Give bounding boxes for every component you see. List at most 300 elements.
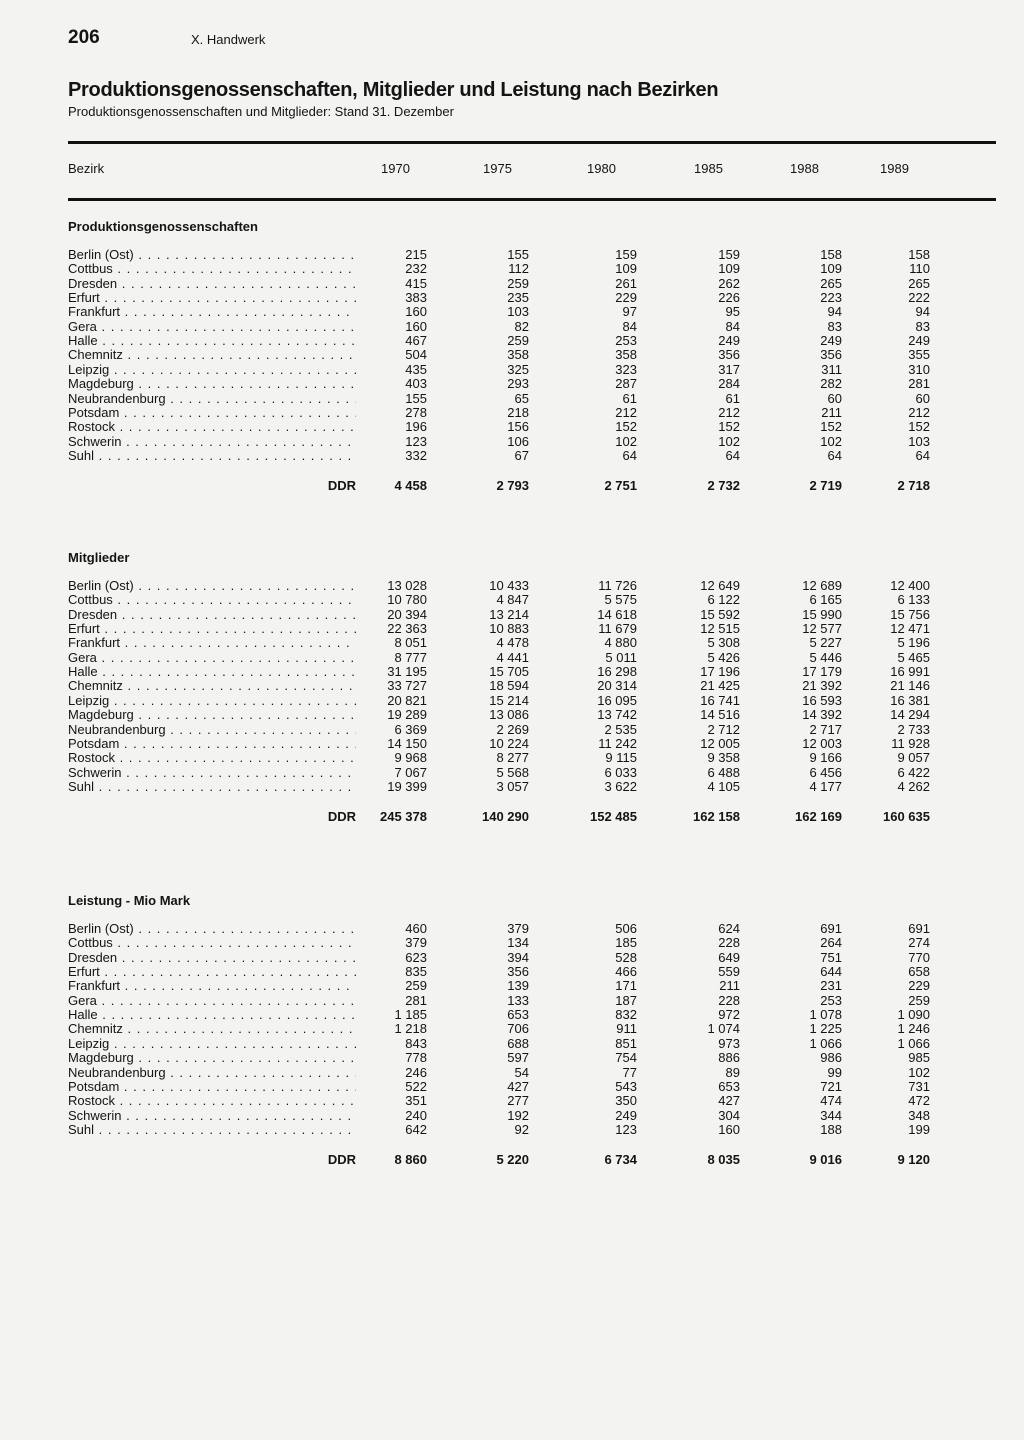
cell-value: 12 577	[802, 621, 842, 637]
cell-value: 12 689	[802, 578, 842, 593]
section-title: Mitglieder	[68, 550, 130, 565]
cell-value: 706	[507, 1021, 529, 1037]
cell-value: 6 456	[809, 764, 842, 780]
cell-value: 152	[908, 419, 930, 435]
total-value: 140 290	[482, 809, 529, 824]
table-row	[0, 694, 1024, 708]
cell-value: 2 712	[707, 721, 740, 737]
cell-value: 159	[615, 247, 637, 262]
cell-value: 134	[507, 935, 529, 951]
section-title: Leistung - Mio Mark	[68, 893, 191, 908]
cell-value: 13 214	[489, 606, 529, 622]
cell-value: 262	[718, 275, 740, 291]
cell-value: 12 003	[802, 735, 842, 751]
cell-value: 751	[820, 949, 842, 965]
cell-value: 160	[405, 304, 427, 320]
total-value: 162 169	[795, 809, 842, 824]
row-label: Potsdam . . .	[68, 1080, 356, 1094]
row-label: Rostock . . .	[68, 751, 356, 765]
cell-value: 379	[405, 935, 427, 951]
row-label: Berlin (Ost) . . .	[68, 922, 356, 936]
cell-value: 61	[725, 390, 740, 406]
cell-value: 691	[820, 921, 842, 936]
table-row	[0, 608, 1024, 622]
total-value: 8 860	[394, 1152, 427, 1167]
cell-value: 192	[507, 1107, 529, 1123]
cell-value: 109	[718, 261, 740, 277]
cell-value: 20 394	[387, 606, 427, 622]
cell-value: 265	[820, 275, 842, 291]
cell-value: 89	[725, 1064, 740, 1080]
cell-value: 770	[908, 949, 930, 965]
table-row	[0, 449, 1024, 463]
row-label: Erfurt . . .	[68, 291, 356, 305]
cell-value: 986	[820, 1050, 842, 1066]
cell-value: 12 005	[700, 735, 740, 751]
row-label: Frankfurt . . .	[68, 305, 356, 319]
cell-value: 218	[507, 404, 529, 420]
cell-value: 778	[405, 1050, 427, 1066]
row-label: Schwerin . . .	[68, 766, 356, 780]
cell-value: 658	[908, 964, 930, 980]
cell-value: 2 269	[496, 721, 529, 737]
cell-value: 84	[725, 318, 740, 334]
table-row	[0, 593, 1024, 607]
cell-value: 9 057	[897, 750, 930, 766]
cell-value: 10 883	[489, 621, 529, 637]
cell-value: 139	[507, 978, 529, 994]
cell-value: 133	[507, 992, 529, 1008]
cell-value: 253	[820, 992, 842, 1008]
row-label: Dresden . . .	[68, 277, 356, 291]
table-row	[0, 622, 1024, 636]
cell-value: 22 363	[387, 621, 427, 637]
row-label: Chemnitz . . .	[68, 348, 356, 362]
row-label: Cottbus . . .	[68, 262, 356, 276]
table-row	[0, 334, 1024, 348]
table-row	[0, 348, 1024, 362]
cell-value: 158	[908, 247, 930, 262]
row-label: Rostock . . .	[68, 1094, 356, 1108]
cell-value: 350	[615, 1093, 637, 1109]
total-value: 160 635	[883, 809, 930, 824]
cell-value: 82	[514, 318, 529, 334]
cell-value: 156	[507, 419, 529, 435]
cell-value: 95	[725, 304, 740, 320]
cell-value: 152	[718, 419, 740, 435]
cell-value: 16 991	[890, 664, 930, 680]
cell-value: 83	[915, 318, 930, 334]
cell-value: 19 289	[387, 707, 427, 723]
table-row	[0, 936, 1024, 950]
row-label: Frankfurt . . .	[68, 979, 356, 993]
table-row	[0, 363, 1024, 377]
table-top-rule	[68, 141, 996, 144]
cell-value: 16 298	[597, 664, 637, 680]
total-value: 2 751	[604, 478, 637, 493]
row-label: Berlin (Ost) . . .	[68, 579, 356, 593]
cell-value: 2 733	[897, 721, 930, 737]
total-value: 8 035	[707, 1152, 740, 1167]
cell-value: 102	[908, 1064, 930, 1080]
cell-value: 17 179	[802, 664, 842, 680]
cell-value: 522	[405, 1078, 427, 1094]
cell-value: 731	[908, 1078, 930, 1094]
table-row	[0, 1037, 1024, 1051]
cell-value: 196	[405, 419, 427, 435]
cell-value: 21 146	[890, 678, 930, 694]
table-row	[0, 320, 1024, 334]
cell-value: 4 847	[496, 592, 529, 608]
row-label: Halle . . .	[68, 334, 356, 348]
cell-value: 467	[405, 333, 427, 349]
cell-value: 323	[615, 361, 637, 377]
table-row	[0, 679, 1024, 693]
cell-value: 466	[615, 964, 637, 980]
row-label: Erfurt . . .	[68, 965, 356, 979]
cell-value: 264	[820, 935, 842, 951]
cell-value: 13 086	[489, 707, 529, 723]
cell-value: 259	[908, 992, 930, 1008]
cell-value: 5 568	[496, 764, 529, 780]
cell-value: 249	[908, 333, 930, 349]
cell-value: 4 441	[496, 649, 529, 665]
cell-value: 649	[718, 949, 740, 965]
cell-value: 2 535	[604, 721, 637, 737]
cell-value: 310	[908, 361, 930, 377]
cell-value: 851	[615, 1035, 637, 1051]
cell-value: 843	[405, 1035, 427, 1051]
table-row	[0, 579, 1024, 593]
cell-value: 112	[508, 261, 529, 277]
cell-value: 281	[908, 376, 930, 392]
table-row	[0, 723, 1024, 737]
table-header-rule	[68, 198, 996, 201]
cell-value: 506	[615, 921, 637, 936]
cell-value: 379	[507, 921, 529, 936]
cell-value: 1 218	[394, 1021, 427, 1037]
cell-value: 240	[405, 1107, 427, 1123]
column-header-1988: 1988	[790, 161, 819, 176]
page-number: 206	[68, 27, 100, 48]
cell-value: 6 422	[897, 764, 930, 780]
cell-value: 187	[615, 992, 637, 1008]
cell-value: 199	[908, 1121, 930, 1137]
cell-value: 64	[622, 447, 637, 463]
total-value: 2 718	[897, 478, 930, 493]
column-header-1970: 1970	[381, 161, 410, 176]
cell-value: 358	[507, 347, 529, 363]
cell-value: 14 294	[890, 707, 930, 723]
cell-value: 21 425	[700, 678, 740, 694]
row-label: Neubrandenburg . . .	[68, 1066, 356, 1080]
table-row	[0, 1008, 1024, 1022]
cell-value: 64	[725, 447, 740, 463]
cell-value: 155	[507, 247, 529, 262]
cell-value: 528	[615, 949, 637, 965]
total-value: 6 734	[604, 1152, 637, 1167]
cell-value: 65	[514, 390, 529, 406]
cell-value: 282	[820, 376, 842, 392]
cell-value: 15 705	[489, 664, 529, 680]
cell-value: 103	[908, 433, 930, 449]
cell-value: 4 105	[707, 778, 740, 794]
cell-value: 211	[821, 404, 842, 420]
table-header	[0, 161, 1024, 179]
cell-value: 64	[827, 447, 842, 463]
cell-value: 54	[514, 1064, 529, 1080]
cell-value: 171	[615, 978, 637, 994]
total-row-ddr	[0, 478, 1024, 494]
row-label: Halle . . .	[68, 1008, 356, 1022]
table-row	[0, 435, 1024, 449]
cell-value: 185	[615, 935, 637, 951]
cell-value: 4 880	[604, 635, 637, 651]
cell-value: 152	[820, 419, 842, 435]
row-label: Gera . . .	[68, 994, 356, 1008]
cell-value: 102	[718, 433, 740, 449]
cell-value: 14 618	[597, 606, 637, 622]
cell-value: 5 575	[604, 592, 637, 608]
cell-value: 1 090	[897, 1007, 930, 1023]
cell-value: 10 224	[489, 735, 529, 751]
total-value: 2 793	[496, 478, 529, 493]
cell-value: 97	[622, 304, 637, 320]
cell-value: 14 516	[700, 707, 740, 723]
cell-value: 754	[615, 1050, 637, 1066]
cell-value: 215	[405, 247, 427, 262]
cell-value: 7 067	[394, 764, 427, 780]
table-row	[0, 377, 1024, 391]
column-header-1985: 1985	[694, 161, 723, 176]
cell-value: 123	[405, 433, 427, 449]
total-value: 9 120	[897, 1152, 930, 1167]
cell-value: 348	[908, 1107, 930, 1123]
cell-value: 9 166	[809, 750, 842, 766]
cell-value: 5 465	[897, 649, 930, 665]
row-label: Cottbus . . .	[68, 593, 356, 607]
cell-value: 559	[718, 964, 740, 980]
cell-value: 427	[718, 1093, 740, 1109]
row-label: Chemnitz . . .	[68, 679, 356, 693]
row-label: Magdeburg . . .	[68, 1051, 356, 1065]
cell-value: 15 592	[700, 606, 740, 622]
total-value: 152 485	[590, 809, 637, 824]
cell-value: 12 649	[700, 578, 740, 593]
cell-value: 259	[507, 333, 529, 349]
cell-value: 597	[507, 1050, 529, 1066]
cell-value: 9 358	[707, 750, 740, 766]
cell-value: 8 277	[496, 750, 529, 766]
cell-value: 13 028	[387, 578, 427, 593]
cell-value: 3 057	[496, 778, 529, 794]
column-header-1975: 1975	[483, 161, 512, 176]
cell-value: 973	[718, 1035, 740, 1051]
cell-value: 5 446	[809, 649, 842, 665]
cell-value: 16 593	[802, 692, 842, 708]
table-row	[0, 1109, 1024, 1123]
section-title: Produktionsgenossenschaften	[68, 219, 258, 234]
cell-value: 5 426	[707, 649, 740, 665]
cell-value: 67	[514, 447, 529, 463]
table-row	[0, 665, 1024, 679]
cell-value: 460	[405, 921, 427, 936]
table-row	[0, 1022, 1024, 1036]
row-label: Frankfurt . . .	[68, 636, 356, 650]
cell-value: 99	[827, 1064, 842, 1080]
table-row	[0, 737, 1024, 751]
cell-value: 60	[827, 390, 842, 406]
total-label: DDR	[327, 1152, 356, 1167]
row-label: Magdeburg . . .	[68, 377, 356, 391]
cell-value: 356	[820, 347, 842, 363]
cell-value: 721	[820, 1078, 842, 1094]
row-label: Leipzig . . .	[68, 363, 356, 377]
cell-value: 228	[718, 992, 740, 1008]
cell-value: 20 821	[387, 692, 427, 708]
total-value: 245 378	[380, 809, 427, 824]
cell-value: 231	[820, 978, 842, 994]
cell-value: 9 968	[394, 750, 427, 766]
cell-value: 6 133	[897, 592, 930, 608]
cell-value: 4 478	[496, 635, 529, 651]
cell-value: 8 777	[394, 649, 427, 665]
cell-value: 5 227	[809, 635, 842, 651]
cell-value: 6 033	[604, 764, 637, 780]
table-row	[0, 965, 1024, 979]
cell-value: 1 078	[809, 1007, 842, 1023]
total-value: 162 158	[693, 809, 740, 824]
row-label: Suhl . . .	[68, 780, 356, 794]
cell-value: 15 756	[890, 606, 930, 622]
table-row	[0, 636, 1024, 650]
total-row-ddr	[0, 809, 1024, 825]
cell-value: 415	[405, 275, 427, 291]
cell-value: 12 400	[890, 578, 930, 593]
table-row	[0, 1051, 1024, 1065]
cell-value: 383	[405, 290, 427, 306]
total-row-ddr	[0, 1152, 1024, 1168]
cell-value: 11 726	[598, 578, 637, 593]
table-row	[0, 751, 1024, 765]
table-row	[0, 766, 1024, 780]
row-label: Potsdam . . .	[68, 406, 356, 420]
cell-value: 832	[615, 1007, 637, 1023]
total-value: 9 016	[809, 1152, 842, 1167]
cell-value: 304	[718, 1107, 740, 1123]
cell-value: 356	[507, 964, 529, 980]
cell-value: 60	[915, 390, 930, 406]
cell-value: 5 011	[605, 649, 637, 665]
cell-value: 31 195	[387, 664, 427, 680]
cell-value: 274	[908, 935, 930, 951]
row-label: Gera . . .	[68, 320, 356, 334]
table-row	[0, 291, 1024, 305]
cell-value: 155	[405, 390, 427, 406]
row-label: Berlin (Ost) . . .	[68, 248, 356, 262]
cell-value: 10 780	[387, 592, 427, 608]
cell-value: 11 679	[598, 621, 637, 637]
cell-value: 152	[615, 419, 637, 435]
cell-value: 6 369	[394, 721, 427, 737]
column-header-bezirk: Bezirk	[68, 161, 105, 176]
cell-value: 287	[615, 376, 637, 392]
table-row	[0, 305, 1024, 319]
cell-value: 103	[507, 304, 529, 320]
cell-value: 109	[820, 261, 842, 277]
column-header-1980: 1980	[587, 161, 616, 176]
row-label: Suhl . . .	[68, 1123, 356, 1137]
table-row	[0, 651, 1024, 665]
cell-value: 6 488	[707, 764, 740, 780]
cell-value: 9 115	[605, 750, 637, 766]
row-label: Dresden . . .	[68, 608, 356, 622]
cell-value: 64	[915, 447, 930, 463]
cell-value: 543	[615, 1078, 637, 1094]
row-label: Halle . . .	[68, 665, 356, 679]
total-label: DDR	[327, 809, 356, 824]
cell-value: 474	[820, 1093, 842, 1109]
cell-value: 14 150	[387, 735, 427, 751]
cell-value: 642	[405, 1121, 427, 1137]
cell-value: 403	[405, 376, 427, 392]
cell-value: 212	[615, 404, 637, 420]
cell-value: 277	[507, 1093, 529, 1109]
cell-value: 504	[405, 347, 427, 363]
cell-value: 356	[718, 347, 740, 363]
cell-value: 12 515	[700, 621, 740, 637]
cell-value: 123	[615, 1121, 637, 1137]
cell-value: 228	[718, 935, 740, 951]
cell-value: 253	[615, 333, 637, 349]
row-label: Magdeburg . . .	[68, 708, 356, 722]
cell-value: 691	[908, 921, 930, 936]
total-label: DDR	[327, 478, 356, 493]
cell-value: 229	[908, 978, 930, 994]
table-row	[0, 1094, 1024, 1108]
cell-value: 351	[405, 1093, 427, 1109]
cell-value: 259	[405, 978, 427, 994]
cell-value: 246	[405, 1064, 427, 1080]
row-label: Schwerin . . .	[68, 1109, 356, 1123]
cell-value: 911	[616, 1021, 637, 1037]
cell-value: 16 381	[890, 692, 930, 708]
table-row	[0, 979, 1024, 993]
cell-value: 94	[827, 304, 842, 320]
cell-value: 226	[718, 290, 740, 306]
table-row	[0, 262, 1024, 276]
cell-value: 10 433	[489, 578, 529, 593]
table-row	[0, 277, 1024, 291]
cell-value: 94	[915, 304, 930, 320]
total-value: 2 732	[707, 478, 740, 493]
cell-value: 14 392	[802, 707, 842, 723]
page-title: Produktionsgenossenschaften, Mitglieder und Leistung nach Bezirken	[68, 79, 719, 101]
cell-value: 33 727	[387, 678, 427, 694]
table-row	[0, 1066, 1024, 1080]
column-header-1989: 1989	[880, 161, 909, 176]
cell-value: 2 717	[809, 721, 842, 737]
row-label: Leipzig . . .	[68, 694, 356, 708]
cell-value: 427	[507, 1078, 529, 1094]
cell-value: 249	[718, 333, 740, 349]
cell-value: 249	[615, 1107, 637, 1123]
cell-value: 1 185	[394, 1007, 427, 1023]
cell-value: 11 242	[598, 735, 637, 751]
row-label: Rostock . . .	[68, 420, 356, 434]
cell-value: 278	[405, 404, 427, 420]
cell-value: 211	[719, 978, 740, 994]
